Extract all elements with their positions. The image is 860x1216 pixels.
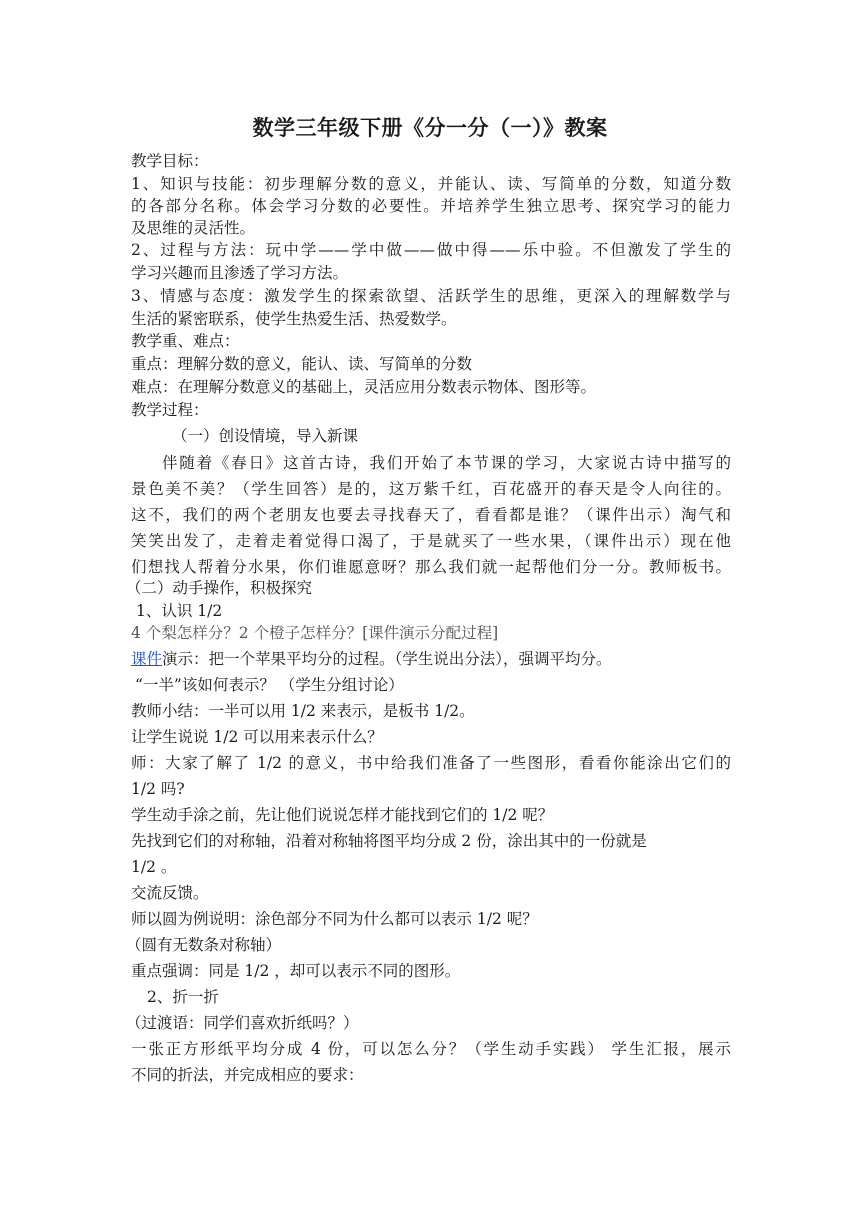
courseware-link[interactable]: 课件 — [131, 650, 163, 668]
paragraph-line: 先找到它们的对称轴，沿着对称轴将图平均分成 2 份，涂出其中的一份就是 — [131, 832, 647, 850]
paragraph-line: 景色美不美？（学生回答）是的，这万紫千红，百花盛开的春天是令人向往的。 — [131, 480, 731, 498]
paragraph-line — [131, 649, 731, 669]
paragraph-line: （圆有无数条对称轴） — [126, 936, 282, 954]
paragraph-line: 难点：在理解分数意义的基础上，灵活应用分数表示物体、图形等。 — [131, 378, 597, 396]
paragraph-line: 这不，我们的两个老朋友也要去寻找春天了，看看都是谁？（课件出示）淘气和 — [131, 506, 731, 524]
paragraph-line: 1/2 吗? — [131, 780, 185, 798]
subsection-heading: 1、认识 1/2 — [136, 602, 223, 620]
paragraph-line: 学习兴趣而且渗透了学习方法。 — [131, 264, 349, 282]
paragraph-line: 及思维的灵活性。 — [131, 219, 256, 237]
paragraph-line: 2、过程与方法：玩中学——学中做——做中得——乐中验。不但激发了学生的 — [131, 241, 731, 259]
document-title: 数学三年级下册《分一分（一）》教案 — [252, 116, 608, 140]
paragraph-line: 1、知识与技能：初步理解分数的意义，并能认、读、写简单的分数，知道分数 — [131, 175, 731, 193]
paragraph-line: 伴随着《春日》这首古诗，我们开始了本节课的学习，大家说古诗中描写的 — [162, 454, 731, 472]
subsection-heading: 2、折一折 — [147, 988, 219, 1006]
paragraph-line: 教学目标： — [131, 152, 209, 170]
paragraph-text: 演示：把一个苹果平均分的过程。（学生说出分法），强调平均分。 — [162, 650, 612, 668]
paragraph-line: 们想找人帮着分水果，你们谁愿意呀？那么我们就一起帮他们分一分。教师板书。 — [131, 558, 731, 576]
paragraph-line: 4 个梨怎样分？2 个橙子怎样分？[课件演示分配过程] — [131, 624, 499, 642]
paragraph-line: 师：大家了解了 1/2 的意义，书中给我们准备了一些图形，看看你能涂出它们的 — [131, 754, 731, 772]
paragraph-line: 重点强调：同是 1/2 ，却可以表示不同的图形。 — [131, 962, 461, 980]
paragraph-line: 师以圆为例说明：涂色部分不同为什么都可以表示 1/2 呢？ — [131, 910, 538, 928]
paragraph-line: 教师小结：一半可以用 1/2 来表示，是板书 1/2。 — [131, 702, 475, 720]
section-heading: （一）创设情境，导入新课 — [172, 427, 359, 445]
section-heading: （二）动手操作，积极探究 — [126, 579, 313, 597]
paragraph-line: 一张正方形纸平均分成 4 份，可以怎么分？（学生动手实践） 学生汇报，展示 — [131, 1040, 731, 1058]
paragraph-line: 教学重、难点： — [131, 332, 240, 350]
paragraph-line: 重点：理解分数的意义，能认、读、写简单的分数 — [131, 355, 473, 373]
paragraph-line: 笑笑出发了，走着走着觉得口渴了，于是就买了一些水果，（课件出示）现在他 — [131, 532, 731, 550]
paragraph-line: 生活的紧密联系，使学生热爱生活、热爱数学。 — [131, 310, 457, 328]
paragraph-line: 学生动手涂之前，先让他们说说怎样才能找到它们的 1/2 呢？ — [131, 806, 554, 824]
paragraph-line: （过渡语：同学们喜欢折纸吗？） — [126, 1014, 359, 1032]
paragraph-line: 1/2 。 — [131, 858, 177, 876]
paragraph-line: 不同的折法，并完成相应的要求： — [131, 1066, 364, 1084]
paragraph-line: 3、情感与态度：激发学生的探索欲望、活跃学生的思维，更深入的理解数学与 — [131, 287, 731, 305]
paragraph-line: 让学生说说 1/2 可以用来表示什么？ — [131, 728, 383, 746]
paragraph-line: 教学过程： — [131, 401, 209, 419]
paragraph-line: 的各部分名称。体会学习分数的必要性。并培养学生独立思考、探究学习的能力 — [131, 197, 731, 215]
paragraph-line: 交流反馈。 — [131, 884, 209, 902]
paragraph-line: “一半”该如何表示？ （学生分组讨论） — [135, 676, 404, 694]
